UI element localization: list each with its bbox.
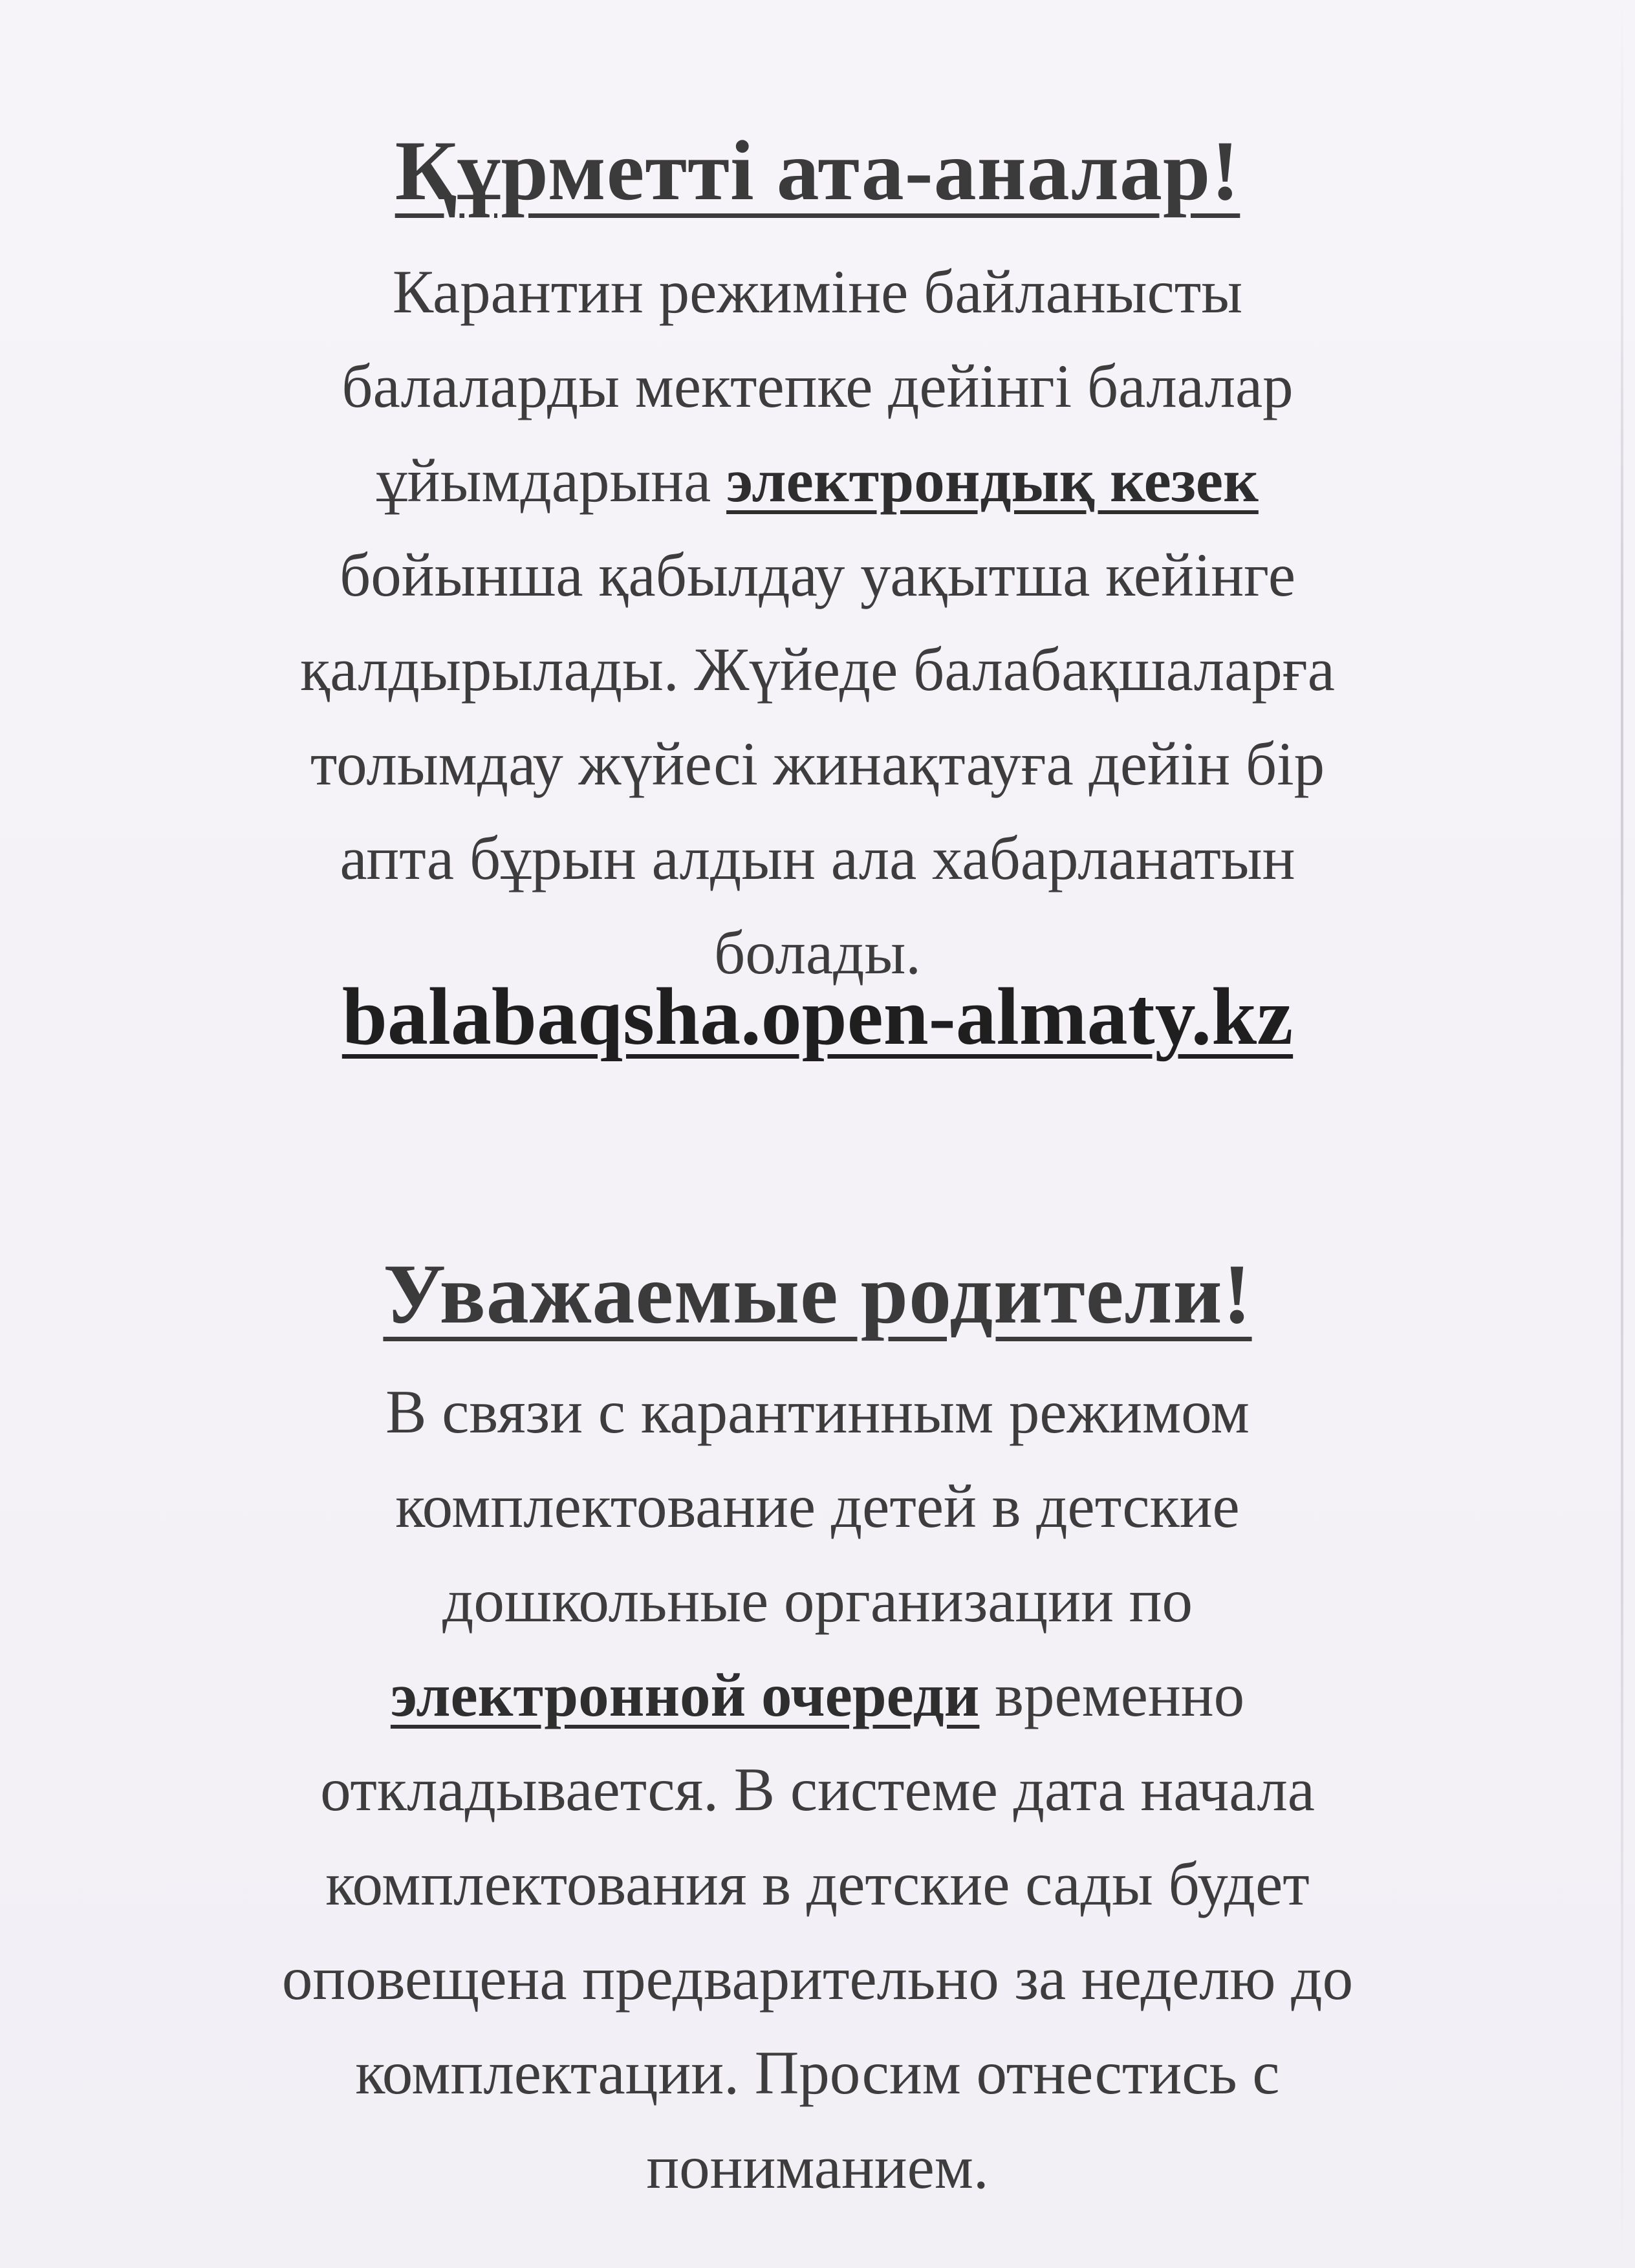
kazakh-line-8: болады. <box>713 918 922 987</box>
kazakh-line-5: қалдырылады. Жүйеде балабақшаларға <box>300 635 1335 704</box>
russian-line-8: комплектации. Просим отнестись с <box>355 2038 1280 2107</box>
russian-title: Уважаемые родители! <box>383 1246 1252 1341</box>
russian-line-3: дошкольные организации по <box>442 1566 1193 1635</box>
russian-paragraph <box>0 1365 1635 2214</box>
russian-electronic-queue-emphasis: электронной очереди <box>390 1661 980 1729</box>
kazakh-line-7: апта бұрын алдын ала хабарланатын <box>340 824 1295 892</box>
kazakh-line-3-prefix: ұйымдарына <box>376 446 727 515</box>
kazakh-line-6: толымдау жүйесі жинақтауға дейін бір <box>310 729 1325 798</box>
kazakh-line-4: бойынша қабылдау уақытша кейінге <box>339 541 1296 609</box>
website-url: balabaqsha.open-almaty.kz <box>341 972 1294 1062</box>
russian-line-4-suffix: временно <box>979 1661 1245 1729</box>
russian-title-block <box>0 1246 1635 1341</box>
russian-line-1: В связи с карантинным режимом <box>385 1377 1250 1446</box>
kazakh-paragraph <box>0 244 1635 1000</box>
website-block <box>0 972 1635 1062</box>
russian-line-2: комплектование детей в детские <box>395 1472 1240 1540</box>
russian-line-9: пониманием. <box>646 2133 989 2201</box>
russian-line-6: комплектования в детские сады будет <box>325 1850 1310 1918</box>
kazakh-line-2: балаларды мектепке дейінгі балалар <box>341 352 1294 420</box>
russian-line-7: оповещена предварительно за неделю до <box>281 1944 1354 2013</box>
kazakh-title-block <box>0 123 1635 218</box>
kazakh-line-1: Карантин режиміне байланысты <box>392 257 1243 326</box>
russian-line-4 <box>0 1648 1635 1742</box>
kazakh-electronic-queue-emphasis: электрондық кезек <box>726 446 1259 515</box>
kazakh-line-3 <box>0 433 1635 528</box>
russian-line-5: откладывается. В системе дата начала <box>320 1755 1315 1824</box>
kazakh-title: Құрметті ата-аналар! <box>395 123 1240 218</box>
